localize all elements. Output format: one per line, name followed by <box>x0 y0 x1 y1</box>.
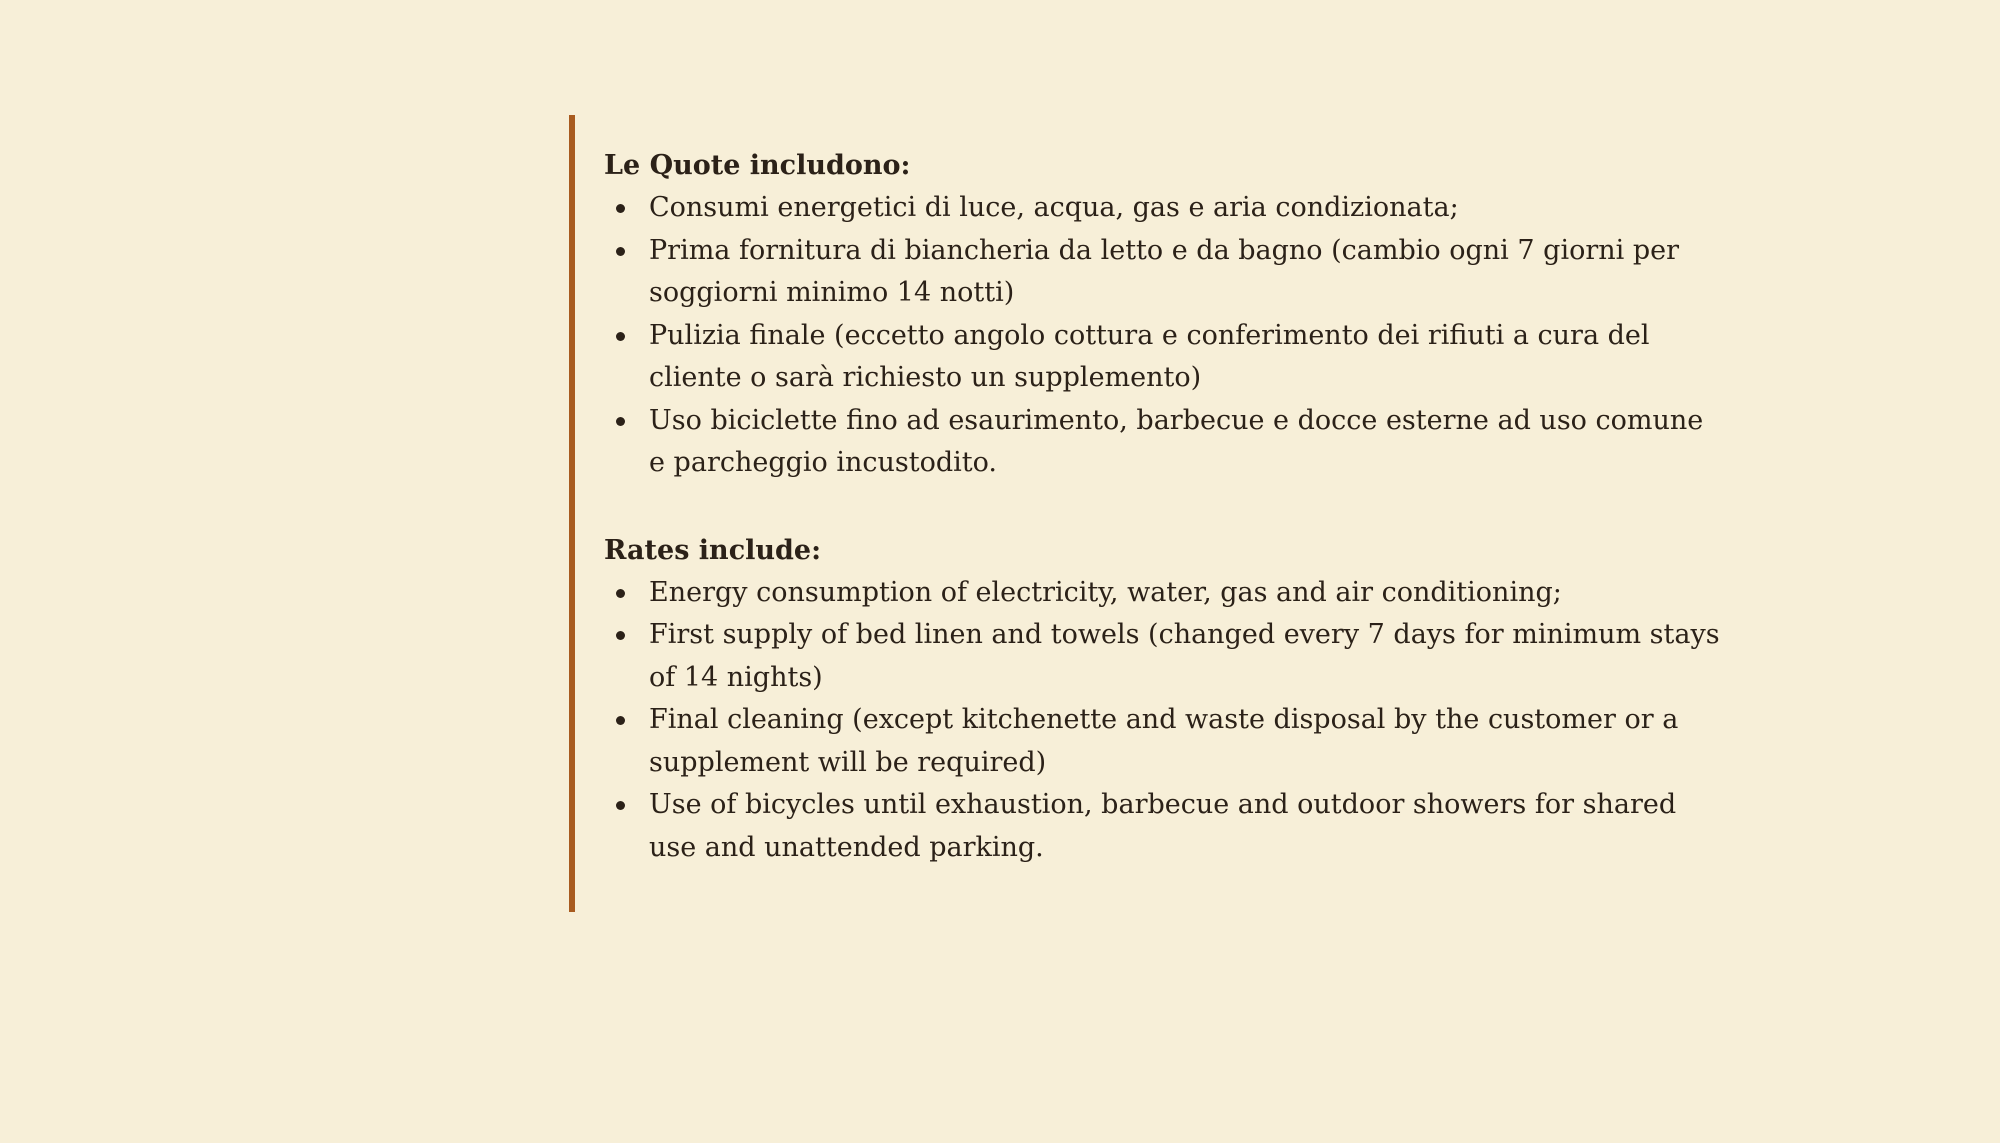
section-spacer <box>604 485 1724 530</box>
italian-list <box>604 187 1724 485</box>
list-item: Prima fornitura di biancheria da letto e da bagno (cambio ogni 7 giorni per soggiorni minimo 14 notti) <box>604 230 1724 315</box>
text-area <box>604 145 1724 869</box>
bullet-icon <box>616 801 625 810</box>
list-item: Final cleaning (except kitchenette and waste disposal by the customer or a supplement will be required) <box>604 699 1724 784</box>
list-item: Uso biciclette fino ad esaurimento, barbecue e docce esterne ad uso comune e parcheggio incustodito. <box>604 400 1724 485</box>
bullet-icon <box>616 204 625 213</box>
list-item: Use of bicycles until exhaustion, barbecue and outdoor showers for shared use and unattended parking. <box>604 784 1724 869</box>
bullet-icon <box>616 631 625 640</box>
bullet-icon <box>616 589 625 598</box>
list-item: Consumi energetici di luce, acqua, gas e aria condizionata; <box>604 187 1724 230</box>
bullet-icon <box>616 247 625 256</box>
bullet-icon <box>616 716 625 725</box>
rates-info-block <box>569 115 1729 912</box>
english-list <box>604 572 1724 870</box>
list-item: Energy consumption of electricity, water, gas and air conditioning; <box>604 572 1724 615</box>
accent-bar <box>569 115 575 912</box>
bullet-icon <box>616 417 625 426</box>
italian-section-title: Le Quote includono: <box>604 150 911 181</box>
bullet-icon <box>616 332 625 341</box>
list-item: First supply of bed linen and towels (changed every 7 days for minimum stays of 14 nights) <box>604 614 1724 699</box>
english-section-title: Rates include: <box>604 534 822 566</box>
list-item: Pulizia finale (eccetto angolo cottura e conferimento dei rifiuti a cura del cliente o sarà richiesto un supplemento) <box>604 315 1724 400</box>
